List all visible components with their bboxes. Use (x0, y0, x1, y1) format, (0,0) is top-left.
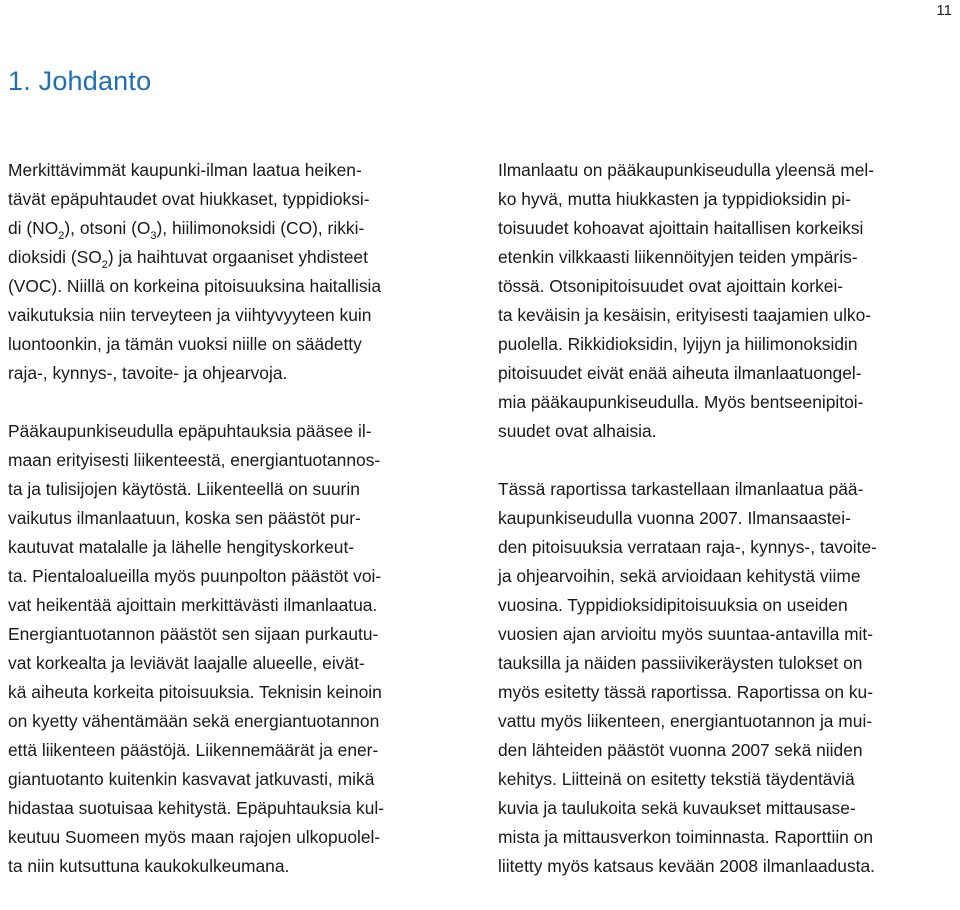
text-line: myös esitetty tässä raportissa. Raportissa on ku- (498, 682, 874, 702)
text-line: kä aiheuta korkeita pitoisuuksia. Teknisin keinoin (8, 682, 382, 702)
text-line: vaikutuksia niin terveyteen ja viihtyvyyteen kuin (8, 305, 372, 325)
text-line: maan erityisesti liikenteestä, energiantuotannos- (8, 450, 381, 470)
text-line: Pääkaupunkiseudulla epäpuhtauksia pääsee il- (8, 421, 372, 441)
text-line: raja-, kynnys-, tavoite- ja ohjearvoja. (8, 363, 288, 383)
text-line: mia pääkaupunkiseudulla. Myös bentseenipitoi- (498, 392, 864, 412)
text-line: vat heikentää ajoittain merkittävästi ilmanlaatua. (8, 595, 378, 615)
page-number: 11 (936, 2, 952, 19)
subscript: 3 (150, 230, 157, 242)
text-line: etenkin vilkkaasti liikennöityjen teiden ympäris- (498, 247, 858, 267)
text-line: Ilmanlaatu on pääkaupunkiseudulla yleensä mel- (498, 160, 875, 180)
text-line: kautuvat matalalle ja lähelle hengityskorkeut- (8, 537, 355, 557)
text-line: vaikutus ilmanlaatuun, koska sen päästöt pur- (8, 508, 361, 528)
text-fragment: di (NO (8, 218, 59, 238)
text-fragment: dioksidi (SO (8, 247, 102, 267)
text-line: ta. Pientaloalueilla myös puunpolton päästöt voi- (8, 566, 382, 586)
left-column (8, 156, 468, 910)
text-line: kaupunkiseudulla vuonna 2007. Ilmansaastei- (498, 508, 851, 528)
text-line: (VOC). Niillä on korkeina pitoisuuksina haitallisia (8, 276, 382, 296)
text-line: ta niin kutsuttuna kaukokulkeumana. (8, 856, 290, 876)
text-fragment: ), otsoni (O (64, 218, 151, 238)
text-line: ta ja tulisijojen käytöstä. Liikenteellä on suurin (8, 479, 360, 499)
text-line: ja ohjearvoihin, sekä arvioidaan kehitystä viime (498, 566, 861, 586)
text-line: että liikenteen päästöjä. Liikennemäärät ja ener- (8, 740, 379, 760)
text-line: puolella. Rikkidioksidin, lyijyn ja hiilimonoksidin (498, 334, 858, 354)
text-line: pitoisuudet eivät enää aiheuta ilmanlaatuongel- (498, 363, 862, 383)
text-fragment: ) ja haihtuvat orgaaniset yhdisteet (107, 247, 368, 267)
paragraph-air-quality (498, 156, 958, 446)
text-line: vuosina. Typpidioksidipitoisuuksia on useiden (498, 595, 848, 615)
text-line: hidastaa suotuisaa kehitystä. Epäpuhtauksia kul- (8, 798, 385, 818)
paragraph-sources (8, 417, 468, 881)
text-line (8, 214, 468, 243)
text-line: luontoonkin, ja tämän vuoksi niille on säädetty (8, 334, 362, 354)
right-column (498, 156, 958, 910)
text-line: on kyetty vähentämään sekä energiantuotannon (8, 711, 380, 731)
paragraph-report-scope (498, 475, 958, 881)
subscript: 2 (101, 259, 108, 271)
text-line: Energiantuotannon päästöt sen sijaan purkautu- (8, 624, 379, 644)
text-line: Merkittävimmät kaupunki-ilman laatua heiken- (8, 160, 362, 180)
text-line: liitetty myös katsaus kevään 2008 ilmanlaadusta. (498, 856, 875, 876)
text-line: vattu myös liikenteen, energiantuotannon ja mui- (498, 711, 873, 731)
subscript: 2 (58, 230, 65, 242)
text-line: kuvia ja taulukoita sekä kuvaukset mittausase- (498, 798, 856, 818)
text-line: suudet ovat alhaisia. (498, 421, 657, 441)
text-line: ta keväisin ja kesäisin, erityisesti taajamien ulko- (498, 305, 872, 325)
text-fragment: ), hiilimonoksidi (CO), rikki- (156, 218, 365, 238)
text-line: den lähteiden päästöt vuonna 2007 sekä niiden (498, 740, 863, 760)
section-heading: 1. Johdanto (8, 66, 152, 96)
text-line: mista ja mittausverkon toiminnasta. Raporttiin on (498, 827, 874, 847)
text-line: vuosien ajan arvioitu myös suuntaa-antavilla mit- (498, 624, 874, 644)
text-line: tössä. Otsonipitoisuudet ovat ajoittain korkei- (498, 276, 844, 296)
text-line: ko hyvä, mutta hiukkasten ja typpidioksidin pi- (498, 189, 851, 209)
text-line: Tässä raportissa tarkastellaan ilmanlaatua pää- (498, 479, 864, 499)
text-line: tauksilla ja näiden passiivikeräysten tulokset on (498, 653, 863, 673)
paragraph-pollutants (8, 156, 468, 388)
text-line: keutuu Suomeen myös maan rajojen ulkopuolel- (8, 827, 381, 847)
text-line: giantuotanto kuitenkin kasvavat jatkuvasti, mikä (8, 769, 375, 789)
text-line: vat korkealta ja leviävät laajalle alueelle, eivät- (8, 653, 365, 673)
text-line: toisuudet kohoavat ajoittain haitallisen korkeiksi (498, 218, 864, 238)
text-line: kehitys. Liitteinä on esitetty tekstiä täydentäviä (498, 769, 855, 789)
text-line (8, 243, 468, 272)
text-line: den pitoisuuksia verrataan raja-, kynnys-, tavoite- (498, 537, 877, 557)
text-line: tävät epäpuhtaudet ovat hiukkaset, typpidioksi- (8, 189, 370, 209)
